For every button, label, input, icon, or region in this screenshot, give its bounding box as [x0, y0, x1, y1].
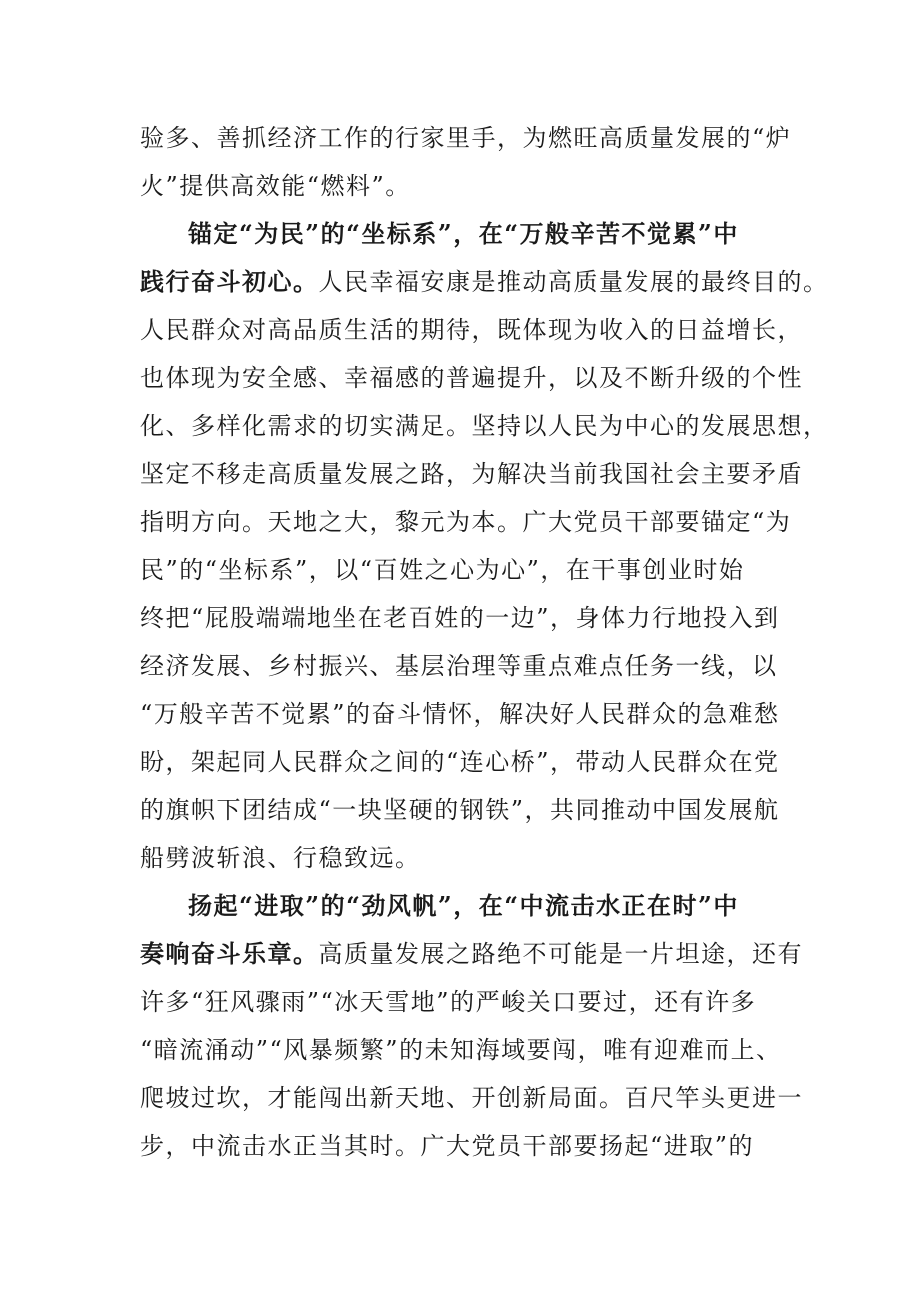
- body-text-line: “万般辛苦不觉累”的奋斗情怀，解决好人民群众的急难愁: [140, 700, 780, 728]
- body-text-line: 坚定不移走高质量发展之路，为解决当前我国社会主要矛盾: [140, 460, 803, 488]
- section-heading-continuation: [140, 930, 803, 978]
- body-text-span: 高质量发展之路绝不可能是一片坦途，还有: [318, 940, 803, 968]
- body-text-line: 民”的“坐标系”，以“百姓之心为心”，在干事创业时始: [140, 556, 745, 584]
- body-text-line: 验多、善抓经济工作的行家里手，为燃旺高质量发展的“炉: [140, 124, 792, 152]
- body-text-line: 人民群众对高品质生活的期待，既体现为收入的日益增长，: [140, 316, 803, 344]
- body-text-line: 船劈波斩浪、行稳致远。: [140, 844, 421, 872]
- body-text-span: 人民幸福安康是推动高质量发展的最终目的。: [318, 268, 829, 296]
- section-heading-end: 践行奋斗初心。: [140, 267, 319, 296]
- body-text-line: 也体现为安全感、幸福感的普遍提升，以及不断升级的个性: [140, 364, 803, 392]
- body-text-line: 火”提供高效能“燃料”。: [140, 172, 411, 200]
- body-text-line: 步，中流击水正当其时。广大党员干部要扬起“进取”的: [140, 1132, 755, 1160]
- body-text-line: 许多“狂风骤雨”“冰天雪地”的严峻关口要过，还有许多: [140, 988, 757, 1016]
- body-text-line: 盼，架起同人民群众之间的“连心桥”，带动人民群众在党: [140, 748, 780, 776]
- section-heading-line: 锚定“为民”的“坐标系”，在“万般辛苦不觉累”中: [188, 219, 739, 248]
- body-text-line: 化、多样化需求的切实满足。坚持以人民为中心的发展思想，: [140, 412, 829, 440]
- section-heading-continuation: [140, 258, 829, 306]
- body-text-line: “暗流涌动”“风暴频繁”的未知海域要闯，唯有迎难而上、: [140, 1036, 782, 1064]
- body-text-line: 经济发展、乡村振兴、基层治理等重点难点任务一线，以: [140, 652, 778, 680]
- body-text-line: 的旗帜下团结成“一块坚硬的钢铁”，共同推动中国发展航: [140, 796, 780, 824]
- section-heading-line: 扬起“进取”的“劲风帆”，在“中流击水正在时”中: [188, 891, 739, 920]
- body-text-line: 指明方向。天地之大，黎元为本。广大党员干部要锚定“为: [140, 508, 792, 536]
- body-text-line: 爬坡过坎，才能闯出新天地、开创新局面。百尺竿头更进一: [140, 1084, 803, 1112]
- section-heading-end: 奏响奋斗乐章。: [140, 939, 319, 968]
- body-text-line: 终把“屁股端端地坐在老百姓的一边”，身体力行地投入到: [140, 604, 780, 632]
